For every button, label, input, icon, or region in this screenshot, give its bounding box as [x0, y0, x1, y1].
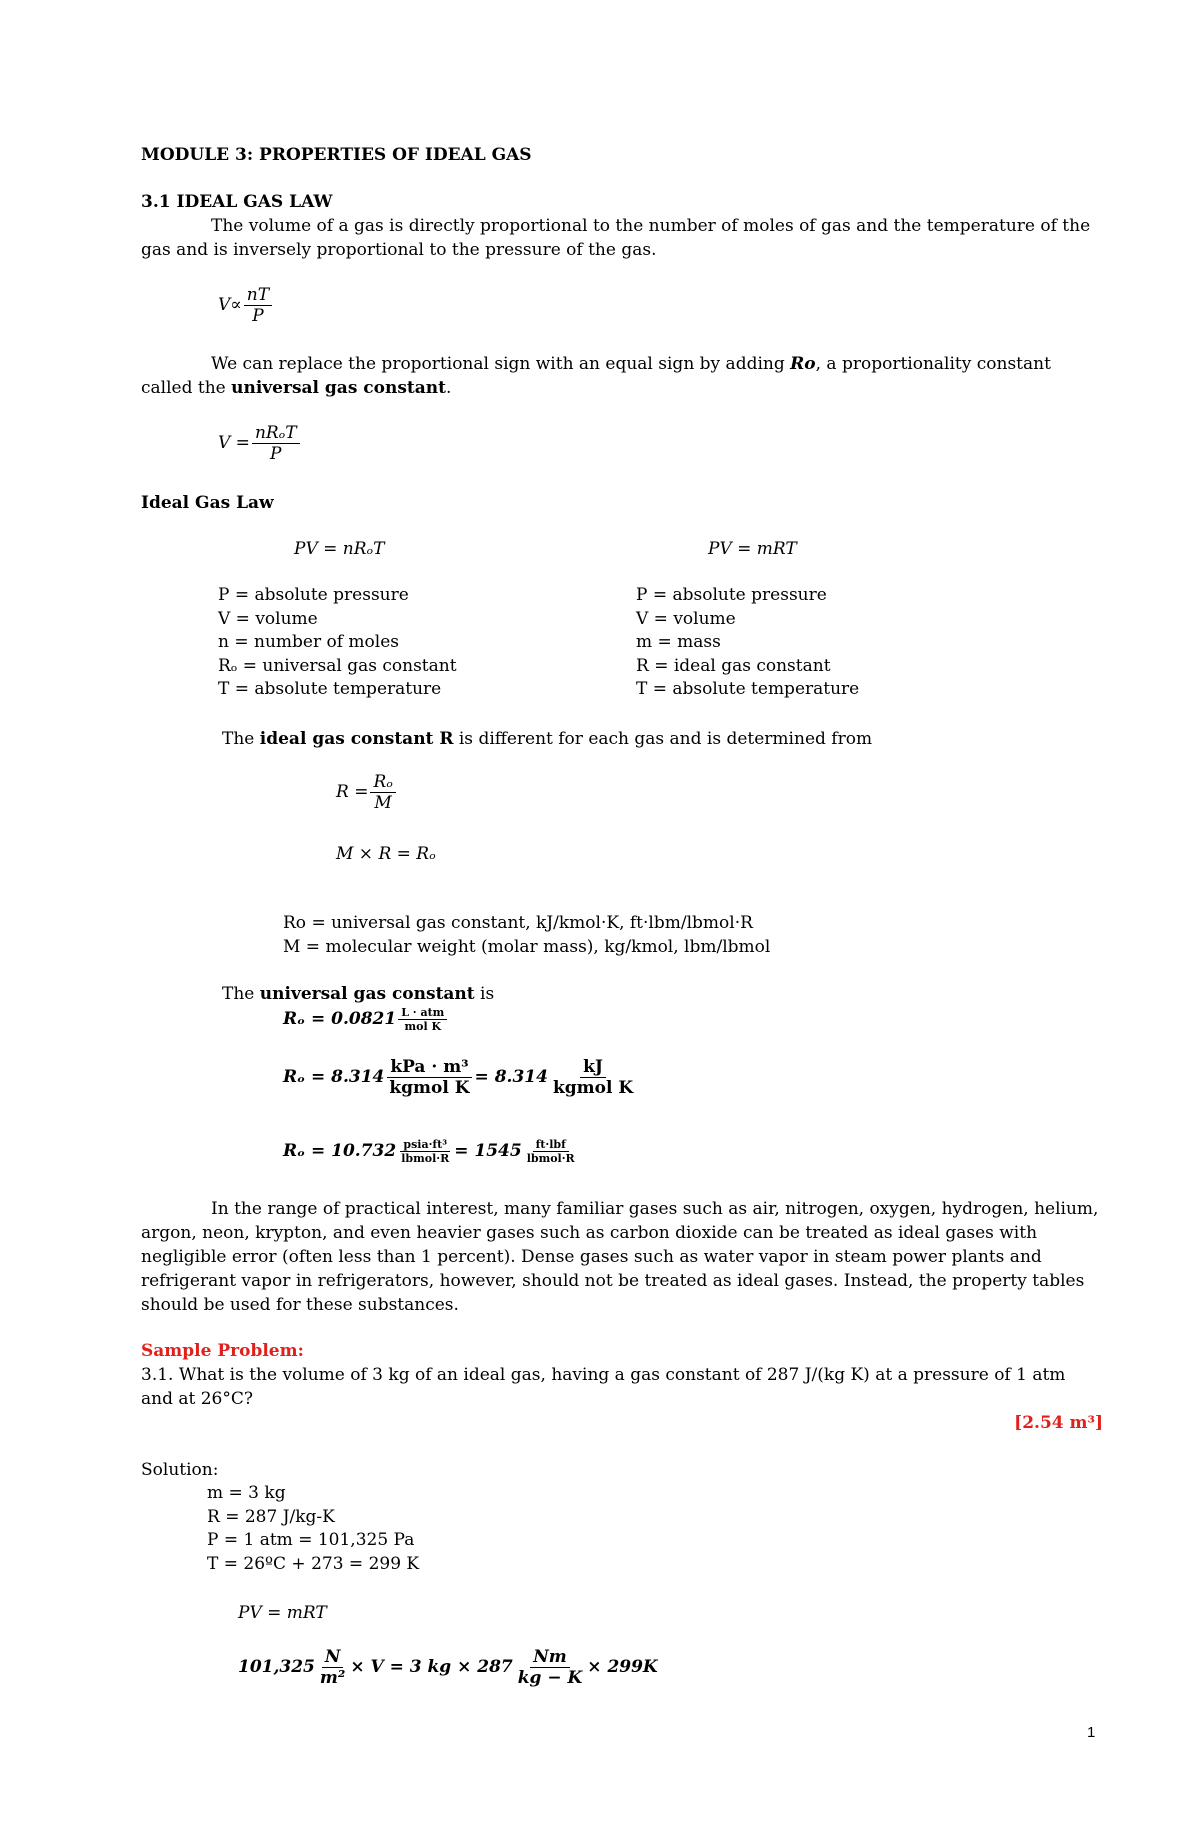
right-law-equation: PV = mRT: [708, 539, 797, 559]
left-definitions: P = absolute pressure V = volume n = number of moles Rₒ = universal gas constant T = absolute temperature: [218, 585, 457, 699]
page-number: 1: [1087, 1724, 1096, 1741]
sample-heading: Sample Problem:: [141, 1341, 304, 1361]
problem-text: 3.1. What is the volume of 3 kg of an ideal gas, having a gas constant of 287 J/(kg K) at a pressure of 1 atm and at 26°C?: [141, 1365, 1066, 1409]
practical-paragraph: In the range of practical interest, many familiar gases such as air, nitrogen, oxygen, hydrogen, helium, argon, neon, krypton, and even heavier gases such as carbon dioxide can be treated as ideal gases with negligible error (often less than 1 percent). Dense gases such as water vapor in steam power plants and refrigerant vapor in refrigerators, however, should not be treated as ideal gases. Instead, the property tables should be used for these substances.: [141, 1199, 1099, 1315]
givens-list: m = 3 kg R = 287 J/kg-K P = 1 atm = 101,325 Pa T = 26ºC + 273 = 299 K: [207, 1483, 420, 1574]
constant-eq-1: Rₒ = 0.0821 $\frac{\text{L · atm}}{\text{mol K}}$: [283, 1006, 449, 1033]
law-heading: Ideal Gas Law: [141, 493, 274, 513]
right-definitions: P = absolute pressure V = volume m = mass R = ideal gas constant T = absolute temperature: [636, 585, 860, 699]
constant-eq-3: Rₒ = 10.732 $\frac{\text{psia·ft³}}{\text{lbmol·R}}$ = 1545 $\frac{\text{ft·lbf}}{\text{lbmol·R}}$: [283, 1138, 575, 1165]
r-paragraph: The ideal gas constant R is different for each gas and is determined from: [222, 729, 873, 749]
volume-equation: V = $\frac{\text{nRₒT}}{P}$: [218, 423, 302, 464]
replace-paragraph: We can replace the proportional sign with an equal sign by adding Ro, a proportionality constant called the universal gas constant.: [141, 354, 1051, 398]
ro-definition: Ro = universal gas constant, kJ/kmol·K, ft·lbm/lbmol·R: [283, 913, 753, 933]
r-equation: R = $\frac{\text{Rₒ}}{M}$: [336, 772, 398, 813]
mr-equation: M × R = Rₒ: [336, 844, 436, 864]
proportional-equation: V∝ $\frac{nT}{P}$: [218, 285, 274, 326]
answer: [2.54 m³]: [1014, 1413, 1103, 1433]
m-definition: M = molecular weight (molar mass), kg/kmol, lbm/lbmol: [283, 937, 771, 957]
solution-equation: PV = mRT: [238, 1603, 327, 1623]
final-equation: 101,325 $\frac{N}{\text{m²}}$ × V = 3 kg × 287 $\frac{Nm}{kg - K}$ × 299K: [238, 1647, 658, 1688]
left-law-equation: PV = nRₒT: [294, 539, 385, 559]
constant-eq-2: Rₒ = 8.314 $\frac{\text{kPa · m³}}{\text{kgmol K}}$ = 8.314 $\frac{kJ}{\text{kgmol K}}$: [283, 1057, 634, 1098]
module-heading: MODULE 3: PROPERTIES OF IDEAL GAS: [141, 145, 532, 165]
solution-label: Solution:: [141, 1460, 219, 1480]
universal-paragraph: The universal gas constant is: [222, 984, 495, 1004]
section-heading: 3.1 IDEAL GAS LAW: [141, 192, 333, 212]
intro-paragraph: The volume of a gas is directly proportional to the number of moles of gas and the temperature of the gas and is inversely proportional to the pressure of the gas.: [141, 216, 1091, 260]
